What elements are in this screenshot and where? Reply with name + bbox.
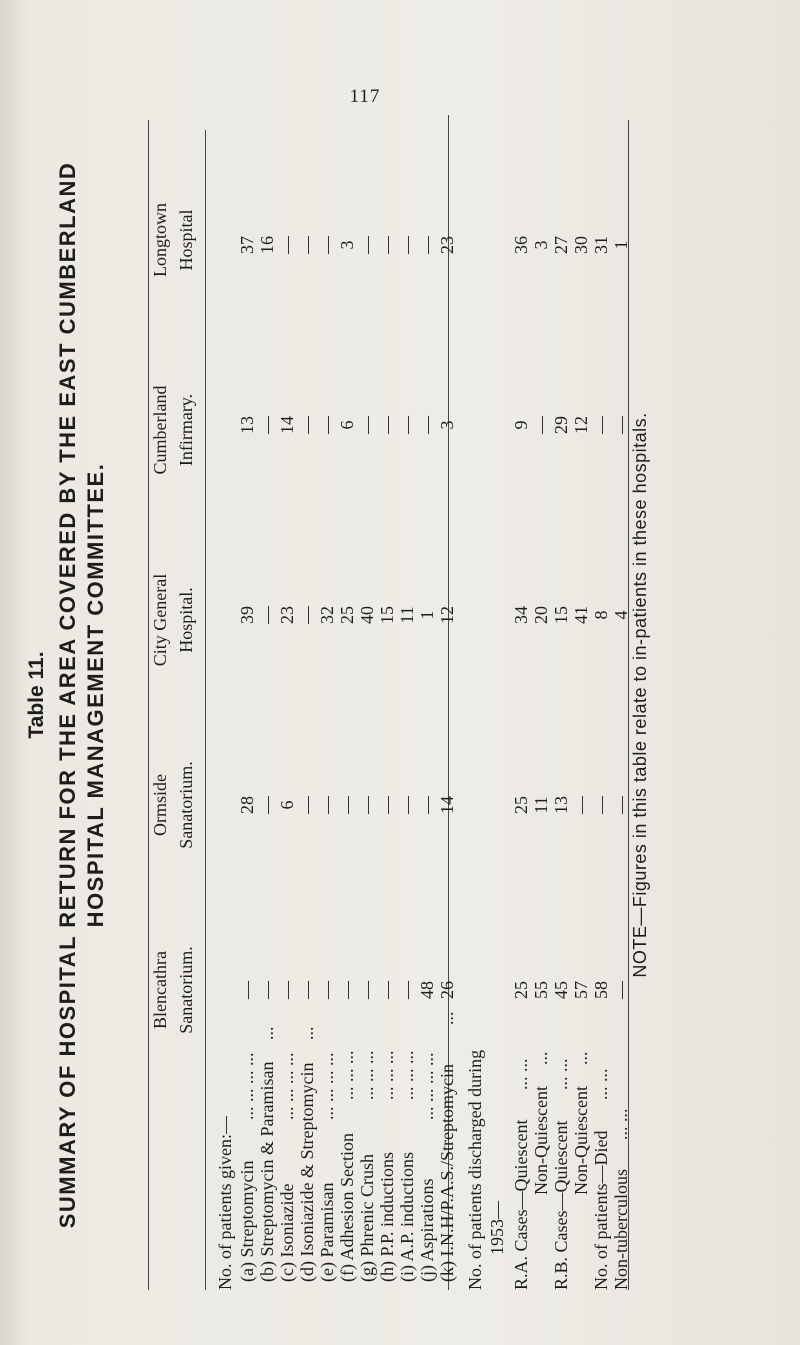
cell: — [337, 981, 357, 999]
table-title-line1: SUMMARY OF HOSPITAL RETURN FOR THE AREA COVERED BY THE EAST CUMBERLAND [55, 161, 80, 1229]
cell: 8 [591, 610, 611, 620]
cell: 28 [237, 796, 257, 814]
cell: — [277, 236, 297, 254]
row-label: (e) Paramisan [317, 1182, 337, 1282]
cell: — [417, 796, 437, 814]
row-label: (h) P.P. inductions [377, 1151, 397, 1282]
cell: 34 [511, 606, 531, 624]
cell: 6 [277, 800, 297, 810]
row-leader-dots: ... ... ... ... [417, 1052, 437, 1120]
cell: 39 [237, 606, 257, 624]
cell: 3 [437, 420, 457, 430]
cell: — [337, 796, 357, 814]
row-leader-dots: ... ... [591, 1068, 611, 1100]
row-label: Non-tuberculous [611, 1169, 631, 1290]
table-title-line2: HOSPITAL MANAGEMENT COMMITTEE. [83, 462, 108, 928]
row-label: Non-Quiescent [531, 1086, 551, 1195]
cell: — [237, 981, 257, 999]
row-leader-dots: ... [257, 1026, 277, 1040]
row-label: (c) Isoniazide [277, 1183, 297, 1282]
column-header-cumberland: Cumberland Infirmary. [150, 385, 196, 475]
cell: — [377, 981, 397, 999]
column-header-longtown: Longtown Hospital [150, 203, 196, 277]
cell: 12 [437, 606, 457, 624]
cell: — [297, 981, 317, 999]
cell: — [357, 796, 377, 814]
cell: 48 [417, 981, 437, 999]
row-label: Non-Quiescent [571, 1086, 591, 1195]
row-leader-dots: ... [531, 1051, 551, 1065]
cell: — [297, 606, 317, 624]
cell: 20 [531, 606, 551, 624]
row-leader-dots: ... [297, 1026, 317, 1040]
row-label: No. of patients—Died [591, 1130, 611, 1290]
row-label: (f) Adhesion Section [337, 1133, 357, 1282]
cell: — [257, 606, 277, 624]
cell: — [377, 236, 397, 254]
cell: — [397, 416, 417, 434]
cell: 31 [591, 236, 611, 254]
cell: — [397, 796, 417, 814]
cell: 13 [237, 416, 257, 434]
section2-header: No. of patients discharged during [465, 1049, 485, 1290]
cell: 27 [551, 236, 571, 254]
cell: 41 [571, 606, 591, 624]
cell: 6 [337, 420, 357, 430]
cell: 36 [511, 236, 531, 254]
table-note: NOTE—Figures in this table relate to in-patients in these hospitals. [630, 412, 650, 978]
cell: 11 [531, 796, 551, 814]
cell: 13 [551, 796, 571, 814]
cell: — [377, 416, 397, 434]
cell: — [591, 796, 611, 814]
cell: 1 [417, 610, 437, 620]
row-label: (k) I.N.H/P.A.S./Streptomycin [437, 1064, 457, 1282]
cell: — [357, 236, 377, 254]
cell: 37 [237, 236, 257, 254]
cell: — [257, 416, 277, 434]
row-leader-dots: ... ... ... ... [317, 1052, 337, 1120]
section1-header: No. of patients given:— [215, 1116, 235, 1290]
cell: — [611, 796, 631, 814]
cell: — [357, 981, 377, 999]
row-label: (a) Streptomycin [237, 1160, 257, 1282]
cell: — [571, 796, 591, 814]
cell: 40 [357, 606, 377, 624]
row-leader-dots: ... ... ... ... [237, 1052, 257, 1120]
cell: 16 [257, 236, 277, 254]
row-label: (d) Isoniazide & Streptomycin [297, 1062, 317, 1282]
cell: 32 [317, 606, 337, 624]
row-label: (b) Streptomycin & Paramisan [257, 1061, 277, 1282]
row-label: (g) Phrenic Crush [357, 1154, 377, 1282]
row-leader-dots: ... ... [611, 1108, 631, 1140]
column-header-city-general: City General Hospital. [150, 573, 196, 667]
row-leader-dots: ... [571, 1051, 591, 1065]
cell: — [257, 796, 277, 814]
cell: — [417, 236, 437, 254]
row-leader-dots: ... ... ... [377, 1050, 397, 1100]
cell: — [397, 236, 417, 254]
cell: — [531, 416, 551, 434]
cell: 29 [551, 416, 571, 434]
cell: 58 [591, 981, 611, 999]
cell: 3 [337, 240, 357, 250]
section2-subheader: 1953— [487, 1201, 507, 1255]
cell: 30 [571, 236, 591, 254]
row-leader-dots: ... [437, 1011, 457, 1025]
cell: — [277, 981, 297, 999]
cell: 9 [511, 420, 531, 430]
cell: — [397, 981, 417, 999]
cell: — [417, 416, 437, 434]
row-label: (j) Aspirations [417, 1178, 437, 1282]
cell: — [317, 416, 337, 434]
cell: 4 [611, 610, 631, 620]
column-header-ormside: Ormside Sanatorium. [150, 761, 196, 849]
row-label: R.B. Cases—Quiescent [551, 1120, 571, 1290]
cell: — [377, 796, 397, 814]
cell: — [297, 236, 317, 254]
cell: — [591, 416, 611, 434]
cell: — [257, 981, 277, 999]
row-leader-dots: ... ... ... ... [277, 1052, 297, 1120]
cell: 15 [551, 606, 571, 624]
table-label: Table 11. [25, 651, 48, 739]
row-label: R.A. Cases—Quiescent [511, 1119, 531, 1290]
column-header-blencathra: Blencathra Sanatorium. [150, 946, 196, 1034]
cell: 15 [377, 606, 397, 624]
row-leader-dots: ... ... [551, 1058, 571, 1090]
cell: 3 [531, 240, 551, 250]
cell: 14 [437, 796, 457, 814]
row-leader-dots: ... ... ... [397, 1050, 417, 1100]
cell: — [611, 981, 631, 999]
cell: 55 [531, 981, 551, 999]
cell: — [317, 236, 337, 254]
cell: 26 [437, 981, 457, 999]
cell: 14 [277, 416, 297, 434]
cell: 23 [277, 606, 297, 624]
row-leader-dots: ... ... ... [337, 1050, 357, 1100]
cell: — [317, 981, 337, 999]
row-label: (i) A.P. inductions [397, 1151, 417, 1282]
cell: 11 [397, 606, 417, 624]
cell: — [611, 416, 631, 434]
row-leader-dots: ... ... [511, 1058, 531, 1090]
cell: 25 [337, 606, 357, 624]
page-number: 117 [349, 86, 381, 107]
cell: 25 [511, 981, 531, 999]
cell: 1 [611, 240, 631, 250]
cell: — [357, 416, 377, 434]
cell: 57 [571, 981, 591, 999]
cell: 23 [437, 236, 457, 254]
row-leader-dots: ... ... ... [357, 1050, 377, 1100]
cell: 25 [511, 796, 531, 814]
rotated-table [25, 100, 695, 1290]
cell: 45 [551, 981, 571, 999]
cell: 12 [571, 416, 591, 434]
cell: — [317, 796, 337, 814]
cell: — [297, 416, 317, 434]
cell: — [297, 796, 317, 814]
